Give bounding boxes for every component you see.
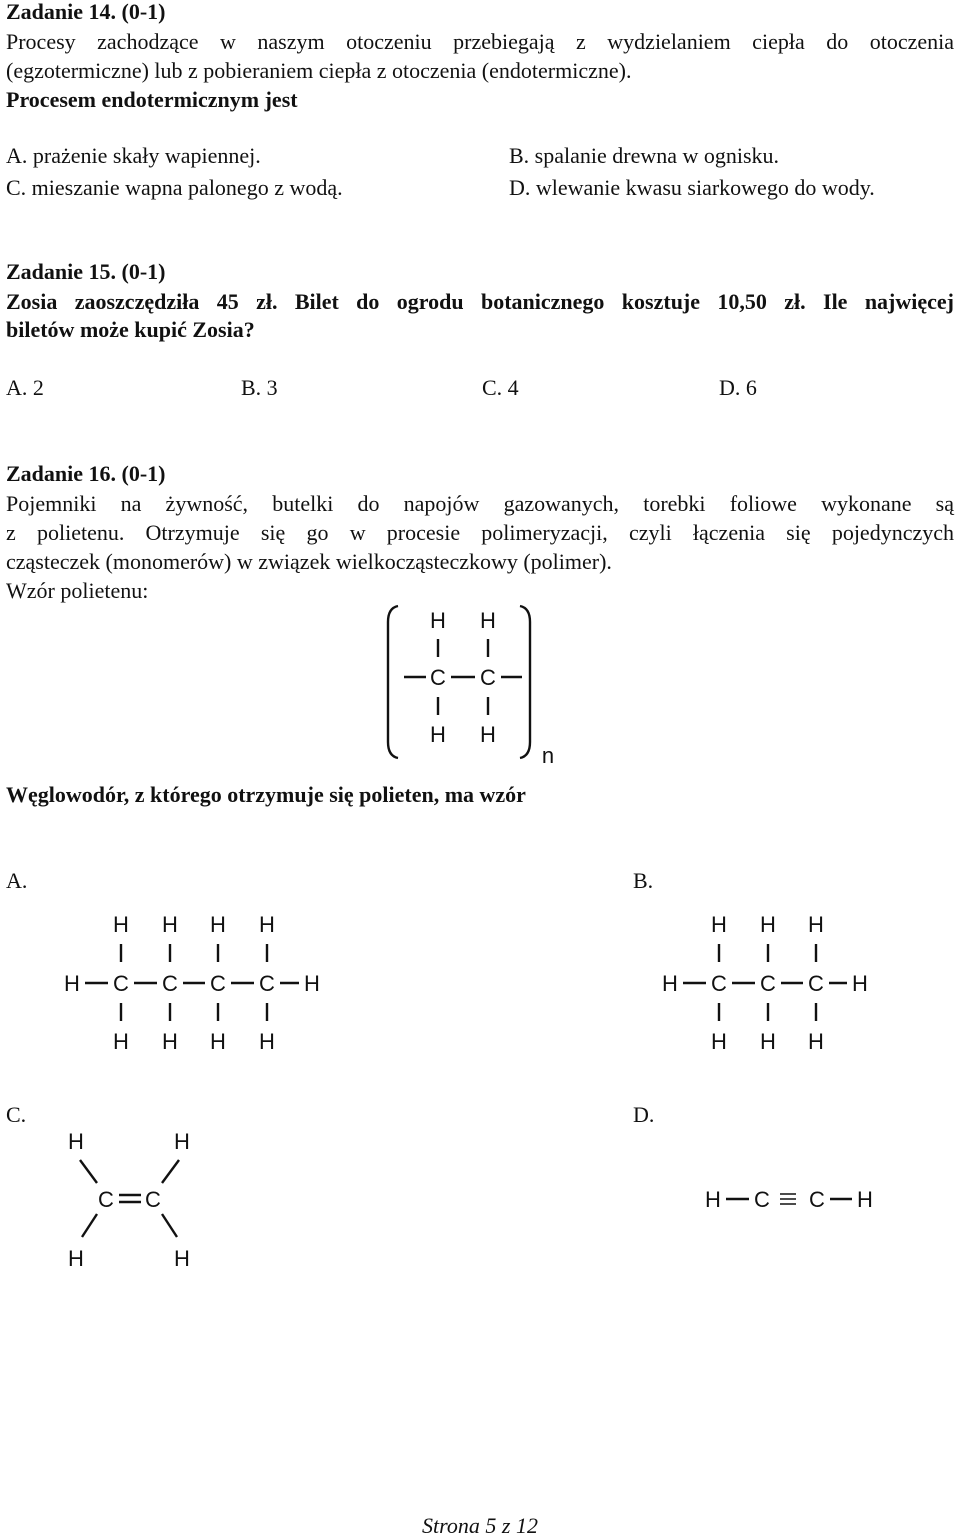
atom-h: H [259,1029,275,1054]
task16-option-c-label: C. [6,1102,27,1127]
task14-option-a: A. prażenie skały wapiennej. [6,143,261,168]
atom-h: H [162,912,178,937]
task16-intro-line3: cząsteczek (monomerów) w związek wielkocząsteczkowy (polimer). [6,549,612,574]
atom-h: H [480,722,496,747]
atom-c: C [480,665,496,690]
task14-option-d: D. wlewanie kwasu siarkowego do wody. [509,175,875,200]
task16-intro-line1: Pojemniki na żywność, butelki do napojów gazowanych, torebki foliowe wykonane są [6,491,954,516]
atom-c: C [430,665,446,690]
atom-h: H [430,722,446,747]
task15-heading: Zadanie 15. (0-1) [6,259,166,284]
atom-h: H [68,1129,84,1154]
atom-h: H [430,608,446,633]
atom-c: C [711,971,727,996]
task15-option-c: C. 4 [482,375,519,400]
atom-h: H [162,1029,178,1054]
atom-h: H [113,1029,129,1054]
atom-h: H [808,912,824,937]
task16-option-b-label: B. [633,868,654,893]
atom-h: H [705,1187,721,1212]
atom-c: C [259,971,275,996]
task14-option-b: B. spalanie drewna w ognisku. [509,143,780,168]
atom-c: C [754,1187,770,1212]
atom-h: H [808,1029,824,1054]
page-number: Strona 5 z 12 [422,1513,538,1538]
atom-h: H [760,1029,776,1054]
atom-h: H [210,1029,226,1054]
atom-h: H [259,912,275,937]
atom-c: C [808,971,824,996]
atom-h: H [68,1246,84,1271]
atom-c: C [760,971,776,996]
task16-formula-label: Wzór polietenu: [6,578,149,603]
atom-h: H [852,971,868,996]
task14-question: Procesem endotermicznym jest [6,87,298,112]
task15-option-a: A. 2 [6,375,44,400]
atom-h: H [174,1246,190,1271]
task15-option-d: D. 6 [719,375,757,400]
task14-intro-line2: (egzotermiczne) lub z pobieraniem ciepła z otoczenia (endotermiczne). [6,58,632,83]
atom-h: H [857,1187,873,1212]
task14-heading: Zadanie 14. (0-1) [6,0,166,24]
task15-question-line2: biletów może kupić Zosia? [6,317,255,342]
task16-heading: Zadanie 16. (0-1) [6,461,166,486]
task15-option-b: B. 3 [241,375,278,400]
task16-intro-line2: z polietenu. Otrzymuje się go w procesie polimeryzacji, czyli łączenia się pojedynczych [6,520,954,545]
task14-option-c: C. mieszanie wapna palonego z wodą. [6,175,343,200]
atom-h: H [711,1029,727,1054]
task16-option-a-label: A. [6,868,28,893]
subscript-n: n [541,743,555,768]
atom-h: H [113,912,129,937]
atom-h: H [711,912,727,937]
atom-c: C [145,1187,161,1212]
task16-question: Węglowodór, z którego otrzymuje się polieten, ma wzór [6,782,526,807]
atom-h: H [64,971,80,996]
atom-h: H [760,912,776,937]
atom-c: C [162,971,178,996]
task14-intro-line1: Procesy zachodzące w naszym otoczeniu przebiegają z wydzielaniem ciepła do otoczenia [6,29,954,54]
atom-c: C [809,1187,825,1212]
atom-c: C [210,971,226,996]
atom-h: H [480,608,496,633]
atom-c: C [113,971,129,996]
task16-option-d-label: D. [633,1102,655,1127]
atom-h: H [174,1129,190,1154]
atom-h: H [662,971,678,996]
atom-h: H [304,971,320,996]
task15-question-line1: Zosia zaoszczędziła 45 zł. Bilet do ogrodu botanicznego kosztuje 10,50 zł. Ile najwięcej [6,289,954,314]
atom-h: H [210,912,226,937]
atom-c: C [98,1187,114,1212]
